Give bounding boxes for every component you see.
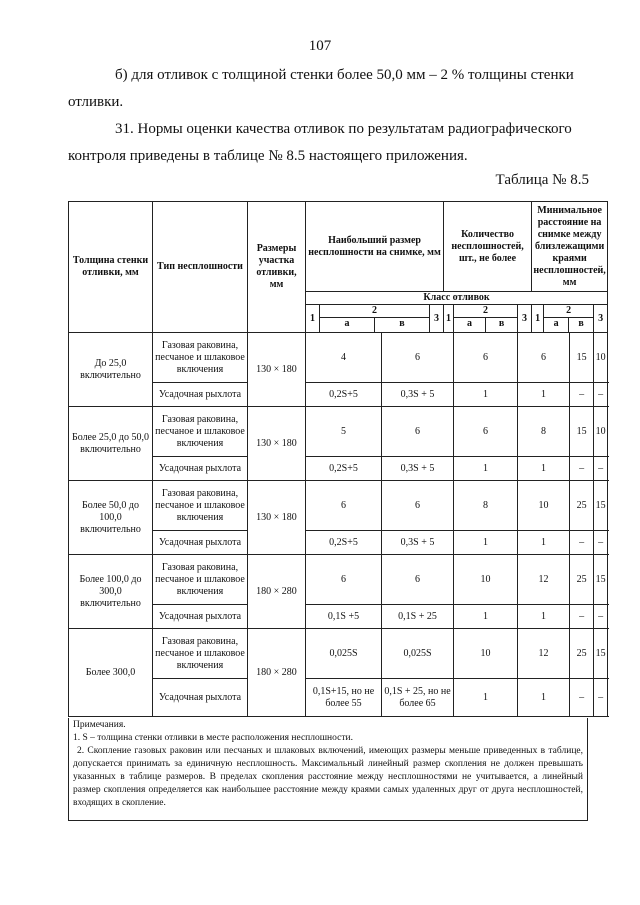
distance-2b-cell: 10 [594,333,608,383]
paragraph-31-continuation: контроля приведены в таблице № 8.5 настоящего приложения. [68,148,468,164]
distance-2a-cell: 25 [570,555,594,605]
count-2a-cell: 1 [454,605,518,629]
class-2b-size: в [399,318,405,329]
defect-type-cell: Усадочная рыхлота [153,605,248,629]
count-2a-cell: 8 [454,481,518,531]
distance-2b-cell: – [594,605,608,629]
header-max-size: Наибольший размер несплошности на снимке, мм [306,202,444,292]
size-2a-cell: 6 [306,555,382,605]
area-cell: 180 × 280 [248,555,306,629]
header-type: Тип несплошности [153,202,248,333]
distance-2a-cell: – [570,605,594,629]
header-thickness: Толщина стенки отливки, мм [69,202,153,333]
defect-type-cell: Газовая раковина, песчаное и шлаковое включения [153,481,248,531]
distance-2b-cell: 10 [594,407,608,457]
quality-norms-table [68,201,608,717]
thickness-cell: Более 300,0 [69,629,153,717]
count-2a-cell: 10 [454,555,518,605]
class-1-distance: 1 [532,305,544,333]
distance-2a-cell: – [570,531,594,555]
class-2a-distance: а [544,318,569,332]
distance-2a-cell: 15 [570,333,594,383]
class-2b-count: в [498,318,505,329]
paragraph-b: б) для отливок с толщиной стенки более 50,0 мм – 2 % толщины стенки [115,67,574,83]
size-2b-cell: 6 [382,333,454,383]
count-2b-cell: 12 [518,555,570,605]
table-row [69,407,608,457]
class-2-size: 2 [320,305,429,318]
size-2b-cell: 0,3S + 5 [382,457,454,481]
size-2a-cell: 5 [306,407,382,457]
distance-2b-cell: – [594,531,608,555]
count-2a-cell: 6 [454,407,518,457]
defect-type-cell: Газовая раковина, песчаное и шлаковое включения [153,555,248,605]
defect-type-cell: Газовая раковина, песчаное и шлаковое включения [153,407,248,457]
defect-type-cell: Усадочная рыхлота [153,457,248,481]
defect-type-cell: Газовая раковина, песчаное и шлаковое включения [153,629,248,679]
defect-type-cell: Усадочная рыхлота [153,679,248,717]
distance-2a-cell: – [570,679,594,717]
paragraph-31: 31. Нормы оценки качества отливок по результатам радиографического [115,121,572,137]
defect-type-cell: Газовая раковина, песчаное и шлаковое включения [153,333,248,383]
distance-2a-cell: 15 [570,407,594,457]
distance-2b-cell: 15 [594,481,608,531]
count-2a-cell: 6 [454,333,518,383]
table-caption: Таблица № 8.5 [495,172,589,188]
count-2a-cell: 1 [454,383,518,407]
defect-type-cell: Усадочная рыхлота [153,531,248,555]
thickness-cell: Более 100,0 до 300,0 включительно [69,555,153,629]
size-2b-cell: 0,3S + 5 [382,383,454,407]
class-1-count: 1 [444,305,454,333]
count-2b-cell: 1 [518,679,570,717]
class-3-distance: 3 [594,305,608,333]
count-2b-cell: 1 [518,457,570,481]
defect-type-cell: Усадочная рыхлота [153,383,248,407]
thickness-cell: До 25,0 включительно [69,333,153,407]
size-2a-cell: 6 [306,481,382,531]
class-2a-count: а [454,318,486,332]
count-2a-cell: 1 [454,679,518,717]
class-2-distance: 2 [544,305,593,318]
count-2a-cell: 10 [454,629,518,679]
area-cell: 180 × 280 [248,629,306,717]
size-2b-cell: 6 [382,555,454,605]
distance-2a-cell: 25 [570,481,594,531]
paragraph-b-continuation: отливки. [68,94,124,110]
size-2a-cell: 4 [306,333,382,383]
count-2b-cell: 6 [518,333,570,383]
size-2b-cell: 0,1S + 25 [382,605,454,629]
count-2a-cell: 1 [454,531,518,555]
header-min-distance: Минимальное расстояние на снимке между близлежащими краями несплошностей, мм [532,202,608,292]
class-2a-size: а [320,318,375,332]
distance-2b-cell: – [594,679,608,717]
area-cell: 130 × 180 [248,407,306,481]
count-2b-cell: 1 [518,531,570,555]
count-2a-cell: 1 [454,457,518,481]
count-2b-cell: 10 [518,481,570,531]
class-3-size: 3 [430,305,444,333]
class-3-count: 3 [518,305,532,333]
notes-title: Примечания. [73,720,126,730]
table-row [69,629,608,679]
page-number: 107 [308,38,332,54]
distance-2b-cell: – [594,457,608,481]
table-row [69,555,608,605]
distance-2a-cell: – [570,383,594,407]
size-2b-cell: 6 [382,407,454,457]
size-2a-cell: 0,2S+5 [306,457,382,481]
distance-2b-cell: 15 [594,629,608,679]
size-2b-cell: 0,025S [382,629,454,679]
header-class: Класс отливок [306,292,608,305]
distance-2a-cell: – [570,457,594,481]
size-2a-cell: 0,1S+15, но не более 55 [306,679,382,717]
size-2b-cell: 0,3S + 5 [382,531,454,555]
header-area: Размеры участка отливки, мм [248,202,306,333]
count-2b-cell: 8 [518,407,570,457]
class-1-size: 1 [306,305,320,333]
size-2b-cell: 0,1S + 25, но не более 65 [382,679,454,717]
header-row-1 [69,202,608,292]
count-2b-cell: 1 [518,383,570,407]
distance-2a-cell: 25 [570,629,594,679]
table-row [69,481,608,531]
size-2a-cell: 0,1S +5 [306,605,382,629]
class-2b-distance: в [578,318,584,329]
thickness-cell: Более 25,0 до 50,0 включительно [69,407,153,481]
note-2: 2. Скопление газовых раковин или песчаных и шлаковых включений, имеющих размеры меньше приведенных в таблице, допускается принимать за единичную несплошность. Максимальный линейный размер скопления не должен превышать указанных в таблице размеров. В пределах скопления расстояние между несплошностями не учитывается, а линейный размер скопления определяется как наибольшее расстояние между краями самых удаленных друг от друга несплошностей, входящих в скопление. [73,746,583,808]
table-row [69,333,608,383]
size-2a-cell: 0,2S+5 [306,383,382,407]
thickness-cell: Более 50,0 до 100,0 включительно [69,481,153,555]
distance-2b-cell: – [594,383,608,407]
area-cell: 130 × 180 [248,333,306,407]
class-2-count: 2 [454,305,517,318]
table-notes [68,718,588,821]
distance-2b-cell: 15 [594,555,608,605]
size-2a-cell: 0,2S+5 [306,531,382,555]
area-cell: 130 × 180 [248,481,306,555]
count-2b-cell: 1 [518,605,570,629]
size-2a-cell: 0,025S [306,629,382,679]
note-1: 1. S – толщина стенки отливки в месте расположения несплошности. [73,733,353,743]
header-count: Количество несплошностей, шт., не более [444,202,532,292]
size-2b-cell: 6 [382,481,454,531]
count-2b-cell: 12 [518,629,570,679]
